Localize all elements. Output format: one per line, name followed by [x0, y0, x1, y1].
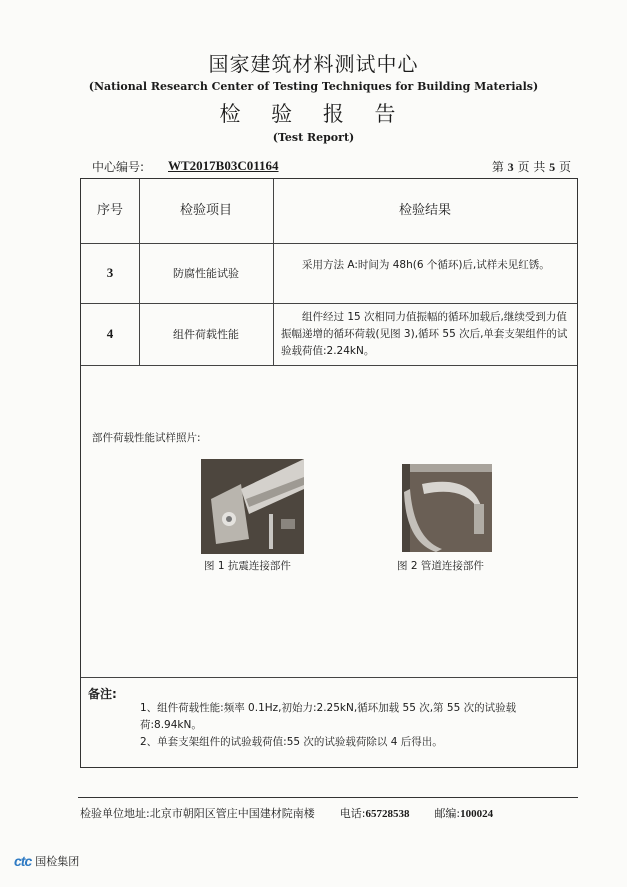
- page-info: [492, 158, 571, 175]
- photos-caption: 部件荷载性能试样照片:: [92, 432, 201, 444]
- table-rule: [81, 303, 577, 304]
- photo-pipe-connector: [402, 464, 492, 552]
- header-no: 序号: [96, 203, 123, 218]
- address-label: 检验单位地址:: [80, 807, 150, 820]
- center-number: WT2017B03C01164: [168, 158, 279, 173]
- note-item: 1、组件荷载性能:频率 0.1Hz,初始力:2.25kN,循环加载 55 次,第 55 次的试验载荷:8.94kN。: [140, 702, 517, 731]
- logo-name: 国检集团: [35, 855, 80, 868]
- postcode: 100024: [460, 808, 494, 820]
- notes-label: 备注:: [88, 687, 117, 701]
- notes-rule: [81, 677, 577, 678]
- logo-mark: ctc: [14, 853, 32, 869]
- row-item: 组件荷载性能: [173, 328, 239, 341]
- phone: 65728538: [365, 808, 410, 820]
- page-prefix: 第: [491, 160, 504, 174]
- org-title-en: (National Research Center of Testing Techniques for Building Materials): [88, 80, 539, 93]
- photo-seismic-connector: [201, 459, 304, 554]
- photo-caption: 图 2 管道连接部件: [397, 560, 484, 572]
- header-item: 检验项目: [179, 203, 232, 218]
- ctc-logo: [14, 853, 79, 869]
- address: 北京市朝阳区管庄中国建材院南楼: [149, 807, 315, 820]
- row-item: 防腐性能试验: [173, 267, 239, 280]
- table-rule: [81, 243, 577, 244]
- footer: [80, 805, 578, 821]
- header-result: 检验结果: [398, 203, 451, 218]
- page-mid: 页 共: [517, 160, 546, 174]
- photo-caption: 图 1 抗震连接部件: [204, 560, 291, 572]
- report-title: 检 验 报 告: [219, 102, 408, 126]
- note-item: 2、单套支架组件的试验载荷值:55 次的试验载荷除以 4 后得出。: [140, 736, 443, 748]
- phone-label: 电话:: [339, 807, 366, 820]
- center-number-label: 中心编号:: [92, 160, 145, 174]
- page-suffix: 页: [558, 160, 571, 174]
- postcode-label: 邮编:: [434, 807, 461, 820]
- org-title: 国家建筑材料测试中心: [208, 52, 419, 76]
- report-frame: [80, 178, 578, 768]
- page-total: 5: [549, 160, 556, 174]
- row-number: 3: [106, 265, 114, 280]
- row-number: 4: [106, 326, 114, 341]
- footer-rule: [78, 797, 578, 798]
- page-current: 3: [507, 160, 514, 174]
- row-result: 组件经过 15 次相同力值振幅的循环加载后,继续受到力值振幅递增的循环荷载(见图 3),循环 55 次后,单套支架组件的试验载荷值:2.24kN。: [281, 311, 568, 357]
- table-rule: [81, 365, 577, 366]
- row-result: 采用方法 A:时间为 48h(6 个循环)后,试样未见红锈。: [302, 259, 550, 271]
- report-title-en: (Test Report): [272, 131, 355, 144]
